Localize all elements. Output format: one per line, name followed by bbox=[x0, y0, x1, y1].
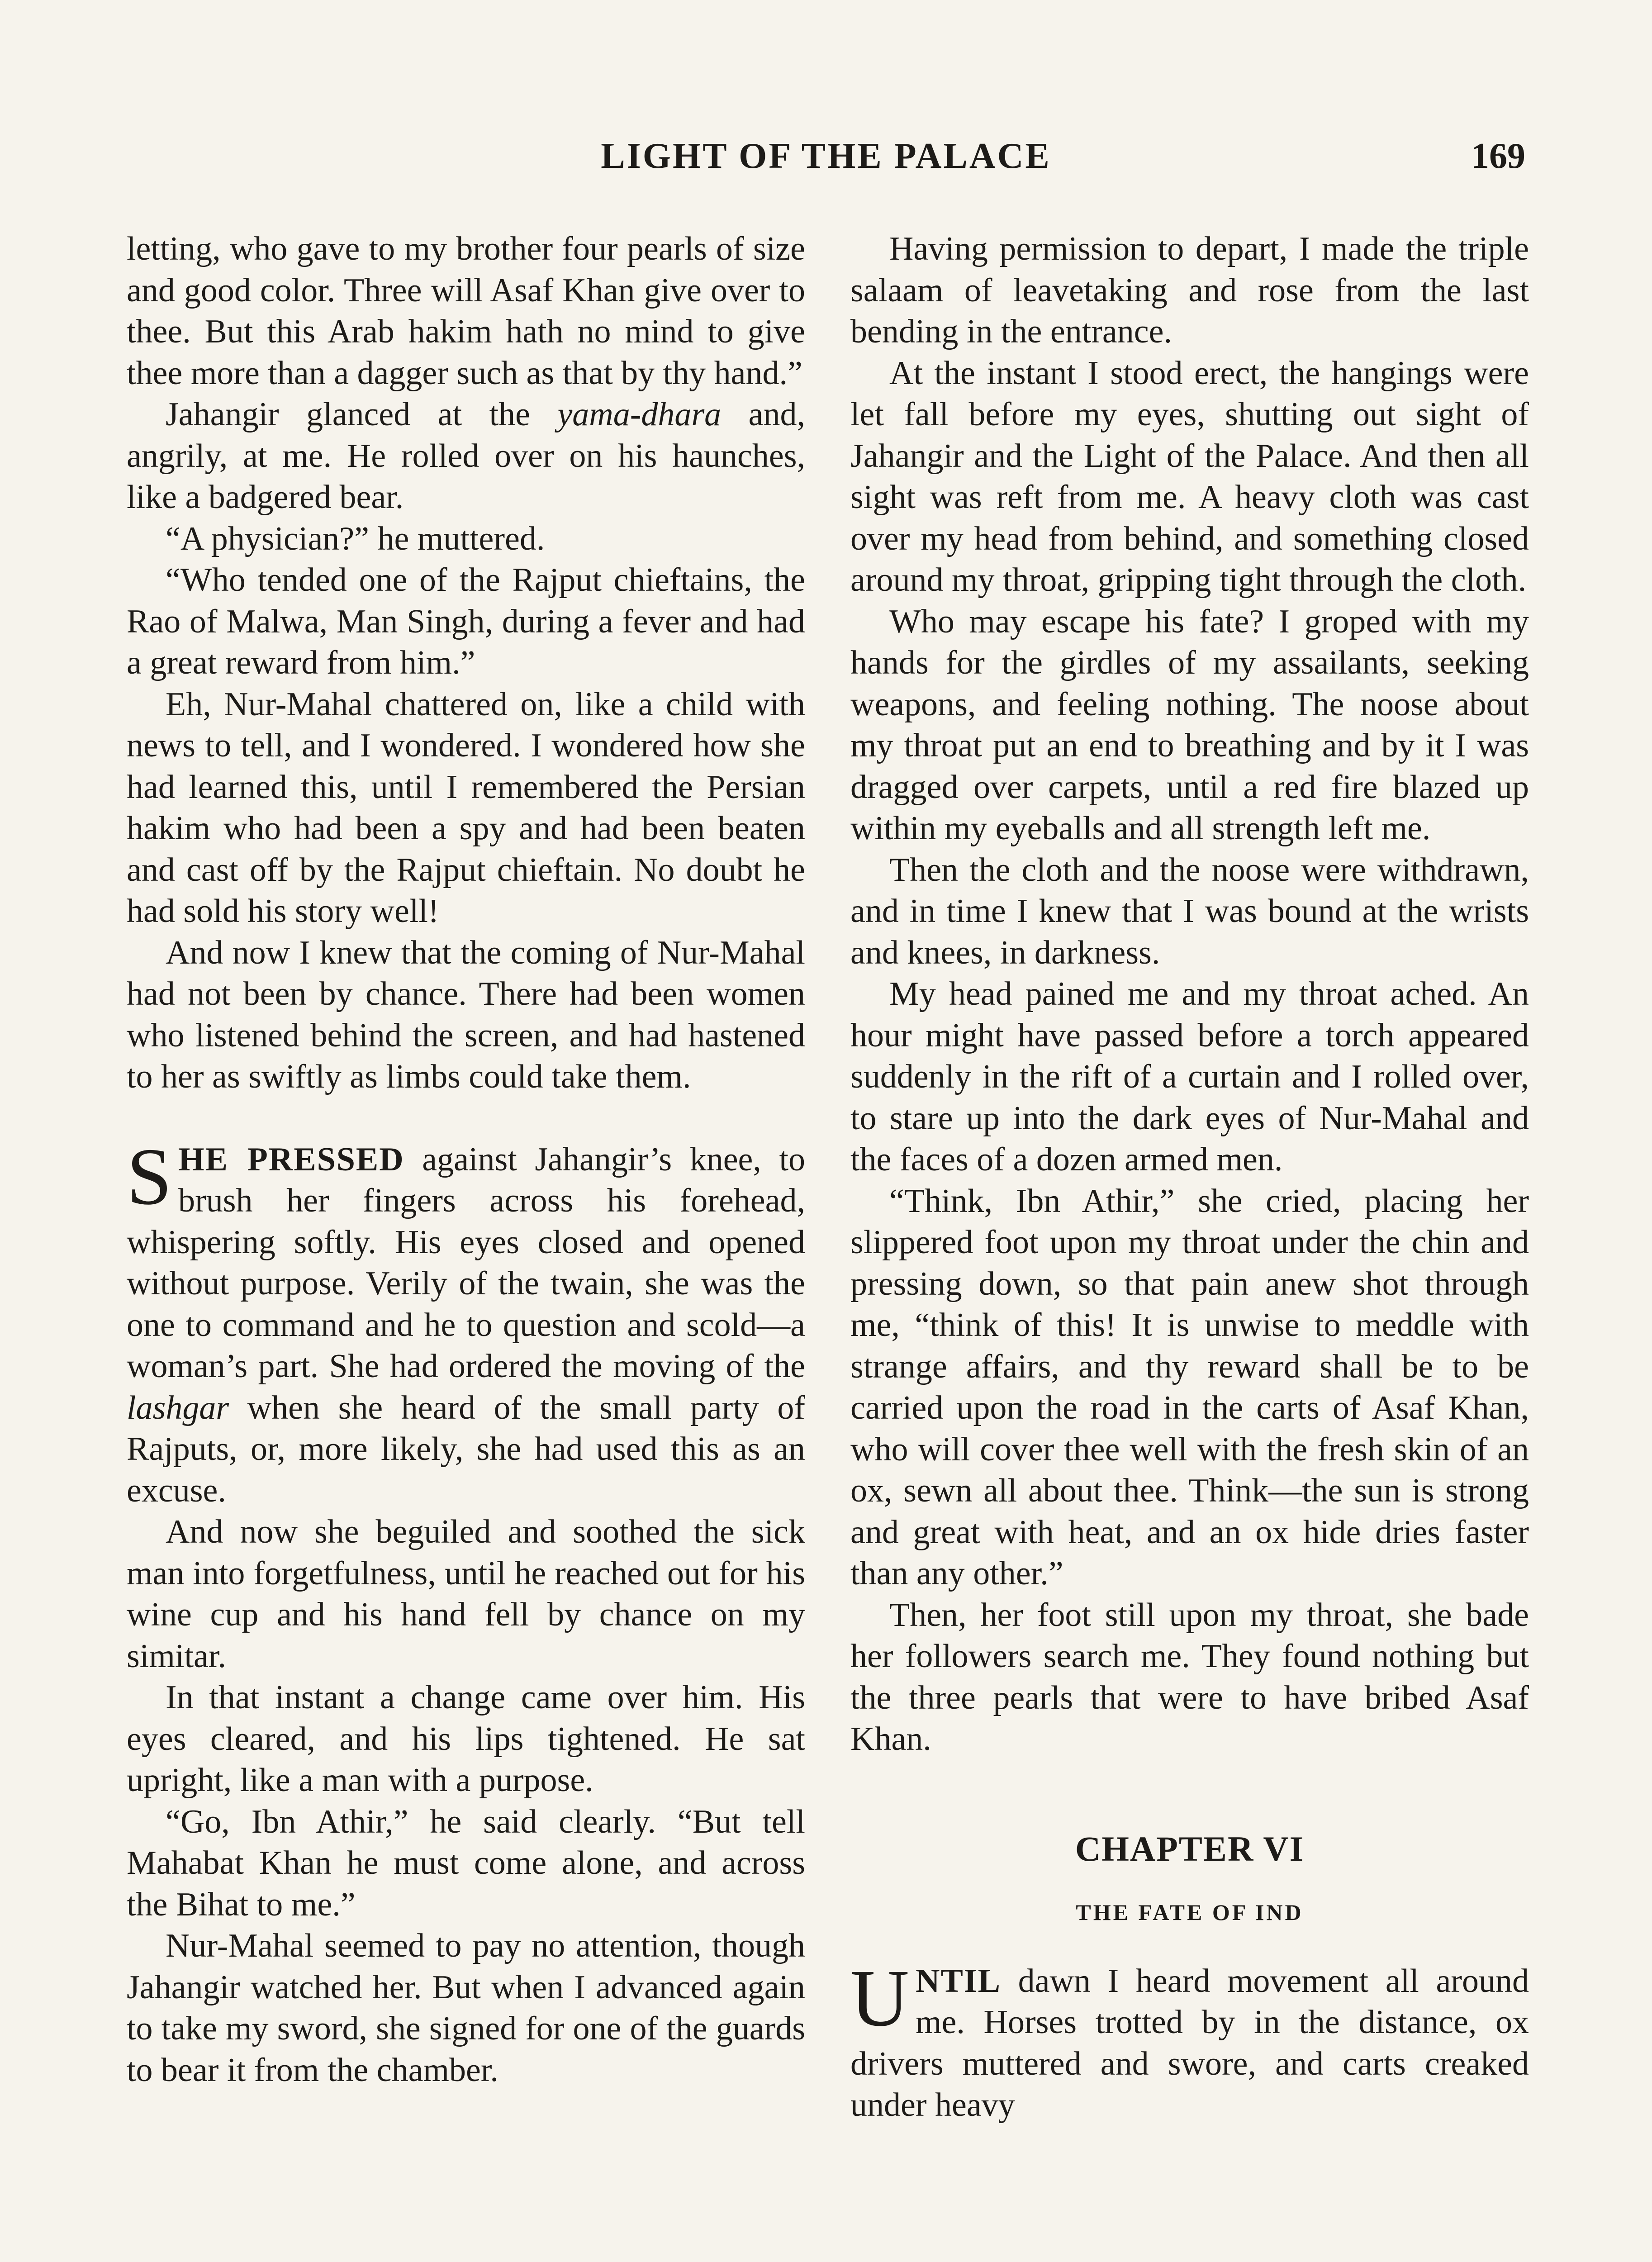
paragraph: “Go, Ibn Athir,” he said clearly. “But tell Mahabat Khan he must come alone, and across the Bihat to me.” bbox=[127, 1803, 805, 1923]
paragraph: “Think, Ibn Athir,” she cried, placing her slippered foot upon my throat under the chin and pressing down, so that pain anew shot through me, “think of this! It is unwise to meddle with strange affairs, and thy reward shall be to be carried upon the road in the carts of Asaf Khan, who will cover thee well with the fresh skin of an ox, sewn all about thee. Think—the sun is strong and great with heat, and an ox hide dries faster than any other.” bbox=[850, 1182, 1529, 1592]
right-column bbox=[850, 228, 1529, 2126]
paragraph: At the instant I stood erect, the hangings were let fall before my eyes, shutting out sight of Jahangir and the Light of the Palace. And then all sight was reft from me. A heavy cloth was cast over my head from behind, and something closed around my throat, gripping tight through the cloth. bbox=[850, 354, 1529, 599]
italic-term: lashgar bbox=[127, 1389, 229, 1426]
paragraph: Nur-Mahal seemed to pay no attention, though Jahangir watched her. But when I advanced again to take my sword, she signed for one of the guards to bear it from the chamber. bbox=[127, 1927, 805, 2089]
paragraph bbox=[127, 394, 805, 518]
chapter-title: CHAPTER VI bbox=[1075, 1829, 1305, 1868]
text-run: when she heard of the small party of Rajputs, or, more likely, she had used this as an excuse. bbox=[127, 1389, 805, 1509]
paragraph-chapter-start bbox=[850, 1953, 1529, 2126]
chapter-subtitle: THE FATE OF IND bbox=[1076, 1900, 1304, 1925]
text-run: dawn I heard movement all around me. Horses trotted by in the distance, ox drivers muttered and swore, and carts creaked under heavy bbox=[850, 1962, 1529, 2124]
paragraph-section-start bbox=[127, 1131, 805, 1512]
drop-cap: U bbox=[850, 1953, 909, 2043]
paragraph: letting, who gave to my brother four pearls of size and good color. Three will Asaf Khan give over to thee. But this Arab hakim hath no mind to give thee more than a dagger such as that by thy hand.” bbox=[127, 230, 805, 392]
paragraph: “A physician?” he muttered. bbox=[166, 520, 545, 557]
lead-in-caps: HE PRESSED bbox=[178, 1141, 404, 1178]
left-column bbox=[127, 228, 805, 2091]
paragraph: My head pained me and my throat ached. An hour might have passed before a torch appeared suddenly in the rift of a curtain and I rolled over, to stare up into the dark eyes of Nur-Mahal and the faces of a dozen armed men. bbox=[850, 975, 1529, 1178]
paragraph: Eh, Nur-Mahal chattered on, like a child with news to tell, and I wondered. I wondered how she had learned this, until I remembered the Persian hakim who had been a spy and had been beaten and cast off by the Rajput chieftain. No doubt he had sold his story well! bbox=[127, 685, 805, 930]
text-run: Jahangir glanced at the bbox=[166, 396, 558, 433]
paragraph: Who may escape his fate? I groped with my hands for the girdles of my assailants, seeking weapons, and feeling nothing. The noose about my throat put an end to breathing and by it I was dragged over carpets, until a red fire blazed up within my eyeballs and all strength left me. bbox=[850, 603, 1529, 847]
lead-in-caps: NTIL bbox=[916, 1962, 1001, 2000]
drop-cap: S bbox=[127, 1131, 172, 1221]
italic-term: yama-dhara bbox=[557, 396, 722, 433]
page-header bbox=[127, 136, 1525, 185]
paragraph: Having permission to depart, I made the triple salaam of leavetaking and rose from the last bending in the entrance. bbox=[850, 230, 1529, 350]
paragraph: Then, her foot still upon my throat, she bade her followers search me. They found nothing but the three pearls that were to have bribed Asaf Khan. bbox=[850, 1596, 1529, 1758]
paragraph: “Who tended one of the Rajput chieftains, the Rao of Malwa, Man Singh, during a fever and had a great reward from him.” bbox=[127, 561, 805, 681]
paragraph: Then the cloth and the noose were withdrawn, and in time I knew that I was bound at the wrists and knees, in darkness. bbox=[850, 851, 1529, 971]
running-head: LIGHT OF THE PALACE bbox=[601, 136, 1051, 176]
text-run: and, angrily, at me. He rolled over on his haunches, like a badgered bear. bbox=[127, 396, 805, 516]
paragraph: In that instant a change came over him. His eyes cleared, and his lips tightened. He sat upright, like a man with a purpose. bbox=[127, 1679, 805, 1799]
page-number: 169 bbox=[1471, 136, 1525, 176]
text-run: against Jahangir’s knee, to brush her fingers across his forehead, whispering softly. His eyes closed and opened without purpose. Verily of the twain, she was the one to command and he to question and scold—a woman’s part. She had ordered the moving of the bbox=[127, 1141, 805, 1385]
paragraph: And now she beguiled and soothed the sick man into forgetfulness, until he reached out for his wine cup and his hand fell by chance on my simitar. bbox=[127, 1513, 805, 1675]
paragraph: And now I knew that the coming of Nur-Mahal had not been by chance. There had been women who listened behind the screen, and had hastened to her as swiftly as limbs could take them. bbox=[127, 934, 805, 1095]
section-break bbox=[127, 1098, 805, 1139]
